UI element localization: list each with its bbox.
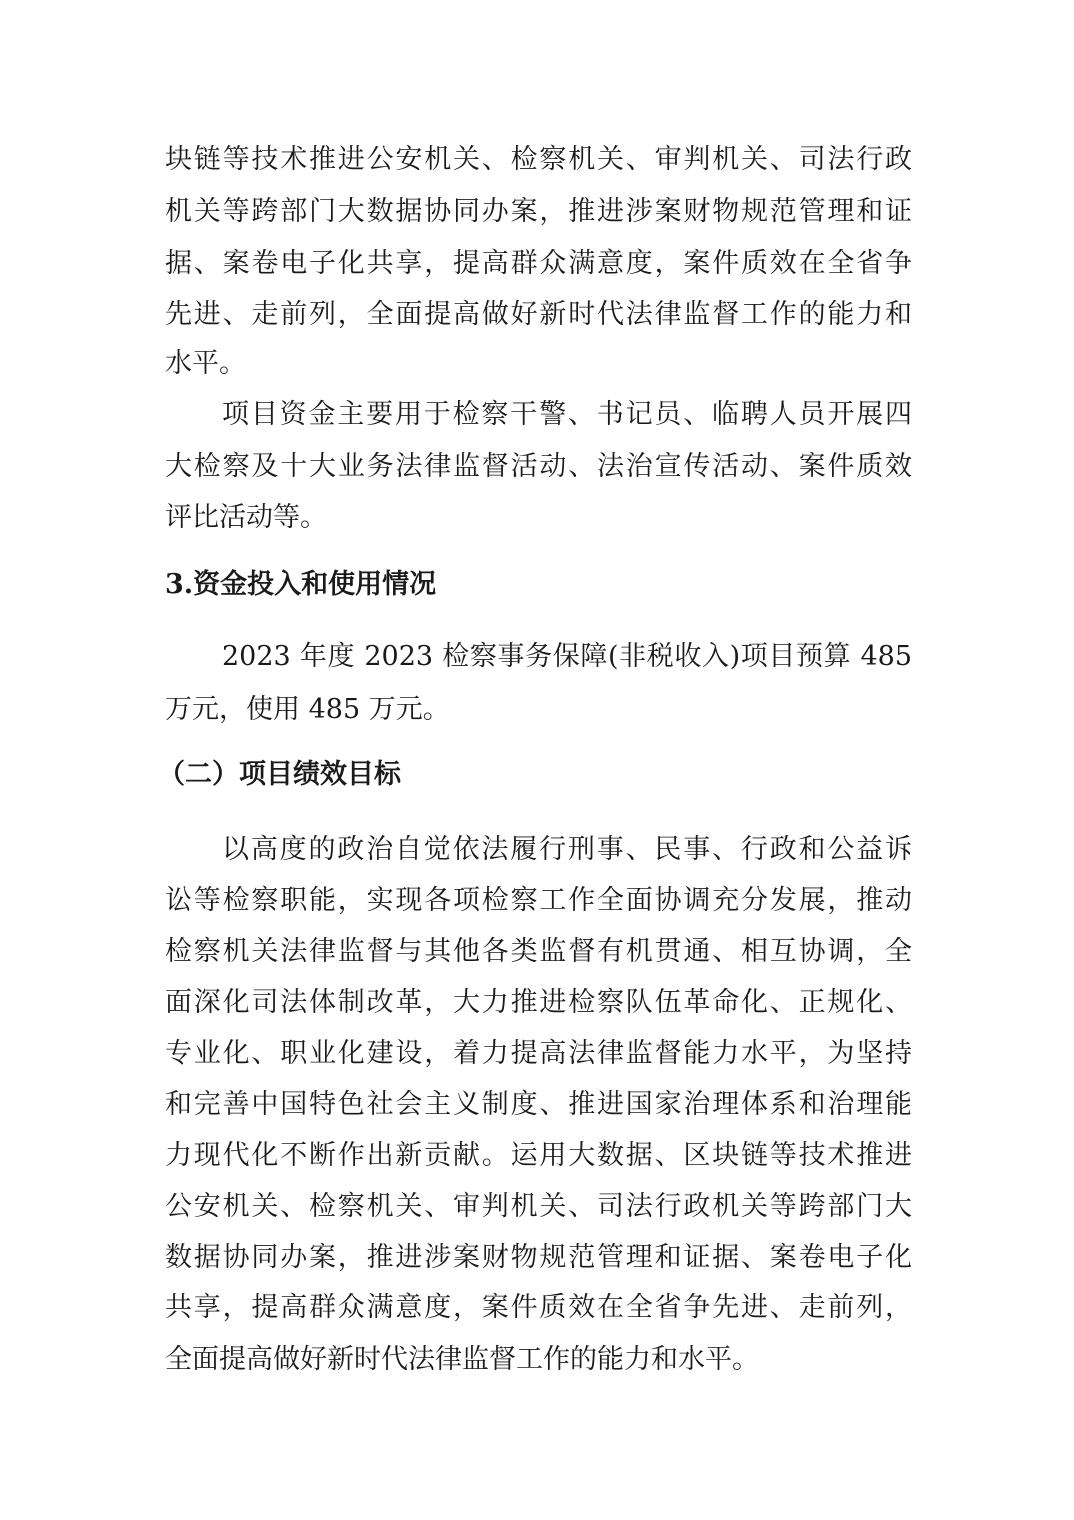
text-line: 公安机关、检察机关、审判机关、司法行政机关等跨部门大 xyxy=(165,1191,912,1222)
text-line: 机关等跨部门大数据协同办案，推进涉案财物规范管理和证 xyxy=(165,196,912,227)
text-line: 块链等技术推进公安机关、检察机关、审判机关、司法行政 xyxy=(165,144,912,175)
text-line: 万元，使用 485 万元。 xyxy=(165,694,450,725)
text-line: 数据协同办案，推进涉案财物规范管理和证据、案卷电子化 xyxy=(165,1242,912,1273)
text-line: 先进、走前列，全面提高做好新时代法律监督工作的能力和 xyxy=(165,299,912,330)
heading-text: （二）项目绩效目标 xyxy=(158,759,401,790)
text-line: 据、案卷电子化共享，提高群众满意度，案件质效在全省争 xyxy=(165,248,912,279)
text-line: 大检察及十大业务法律监督活动、法治宣传活动、案件质效 xyxy=(165,451,912,482)
text-line: 专业化、职业化建设，着力提高法律监督能力水平，为坚持 xyxy=(165,1038,912,1069)
text-line: 讼等检察职能，实现各项检察工作全面协调充分发展，推动 xyxy=(165,885,912,916)
text-line: 面深化司法体制改革，大力推进检察队伍革命化、正规化、 xyxy=(165,987,912,1018)
text-line: 全面提高做好新时代法律监督工作的能力和水平。 xyxy=(165,1344,759,1375)
text-line: 检察机关法律监督与其他各类监督有机贯通、相互协调，全 xyxy=(165,936,912,967)
text-line: 项目资金主要用于检察干警、书记员、临聘人员开展四 xyxy=(222,399,912,430)
text-line: 评比活动等。 xyxy=(165,502,327,533)
text-line: 共享，提高群众满意度，案件质效在全省争先进、走前列， xyxy=(165,1292,912,1323)
text-line: 水平。 xyxy=(165,348,246,379)
heading-text: 3.资金投入和使用情况 xyxy=(165,569,437,600)
text-line: 以高度的政治自觉依法履行刑事、民事、行政和公益诉 xyxy=(222,834,912,865)
text-line: 2023 年度 2023 检察事务保障(非税收入)项目预算 485 xyxy=(222,641,912,672)
text-line: 和完善中国特色社会主义制度、推进国家治理体系和治理能 xyxy=(165,1089,912,1120)
text-line: 力现代化不断作出新贡献。运用大数据、区块链等技术推进 xyxy=(165,1140,912,1171)
